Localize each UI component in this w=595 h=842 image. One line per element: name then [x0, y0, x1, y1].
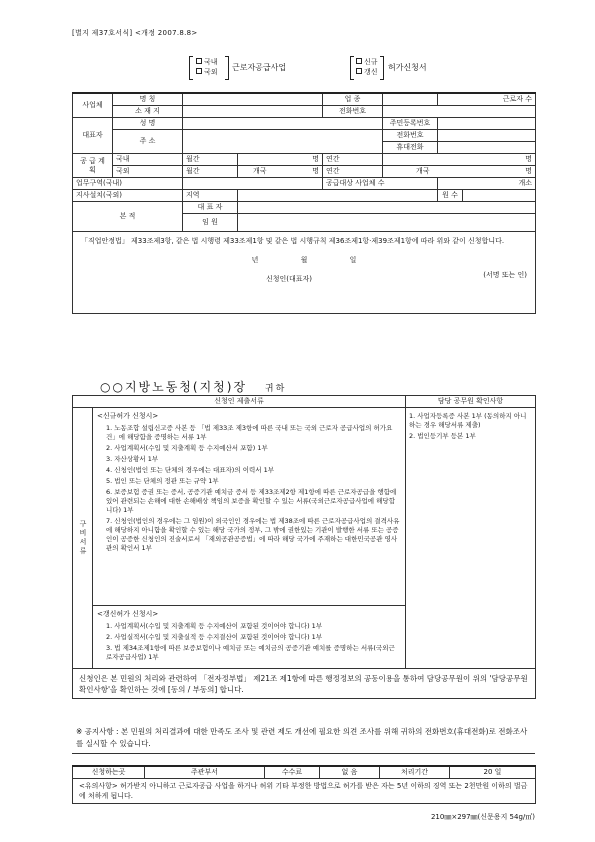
- official-header: 담당 공무원 확인사항: [406, 396, 536, 408]
- region-field[interactable]: [238, 190, 438, 202]
- countries-unit: 개국: [416, 167, 430, 175]
- biz-address-field[interactable]: [183, 106, 323, 118]
- office-suffix: 귀하: [264, 384, 287, 394]
- bracket: [225, 56, 229, 80]
- hq-staff-label: 임 원: [183, 214, 238, 232]
- new-docs-cell: [93, 408, 406, 606]
- option-new: 신규: [364, 58, 378, 66]
- documents-section: [72, 395, 535, 699]
- year-label: 년: [251, 256, 259, 264]
- place-label: 신청하는곳: [73, 766, 145, 779]
- rep-name-label: 성 명: [113, 118, 183, 130]
- paper-spec: 210㎜×297㎜(신문용지 54g/㎡): [430, 813, 535, 821]
- rep-phone-field[interactable]: [438, 130, 536, 142]
- applicant-line: [81, 271, 527, 284]
- statement-text: 「직업안정법」 제33조제3항, 같은 법 시행령 제33조제1항 및 같은 법 시행규칙 제36조제1항·제39조제1항에 따라 위와 같이 신청합니다.: [81, 237, 505, 245]
- hq-rep-field[interactable]: [238, 202, 536, 214]
- bracket: [189, 56, 193, 80]
- footer-section: [72, 765, 535, 804]
- option-renew: 갱신: [364, 68, 378, 76]
- plan-overseas-monthly-values: [238, 166, 323, 178]
- doc-item: 2. 사업실적서(수입 및 지출실적 등 수지결산이 포함된 것이어야 합니다) 1부: [106, 633, 323, 641]
- docs-header: 신청인 제출서류: [73, 396, 406, 408]
- documents-table: [72, 395, 536, 699]
- rep-mobile-field[interactable]: [438, 142, 536, 154]
- plan-overseas-label: 국외: [113, 166, 183, 178]
- doc-item: 1. 사업계획서(수입 및 지출계획 등 수지예산이 포함된 것이어야 합니다) 1부: [106, 622, 323, 630]
- countries-unit: 개국: [253, 167, 267, 175]
- statement-block: [73, 232, 536, 314]
- new-docs-title: <신규허가 신청시>: [97, 412, 159, 420]
- rep-address-field[interactable]: [183, 130, 383, 154]
- hq-label: 본 적: [73, 202, 183, 232]
- doc-item: 3. 법 제34조제1항에 따른 보증보험이나 예치금 또는 예치금의 공증기관 예치를 증명하는 서류(국외근로자공급사업) 1부: [106, 644, 395, 661]
- plan-overseas-monthly-label: 월간: [183, 166, 238, 178]
- workers-label: 근로자 수: [438, 93, 536, 106]
- rep-label: 대표자: [73, 118, 113, 154]
- office-name: ○○지방노동청(지청)장: [100, 380, 248, 394]
- checkbox-new[interactable]: [356, 58, 362, 64]
- industry-field[interactable]: [383, 93, 438, 106]
- form-title: [72, 44, 535, 91]
- plan-overseas-annual-values: [383, 166, 536, 178]
- plan-label: 공 급 계 획: [73, 154, 113, 178]
- plan-domestic-monthly-label: 월간: [183, 154, 238, 166]
- biz-address-label: 소 재 지: [113, 106, 183, 118]
- applicant-label: 신청인(대표자): [266, 275, 313, 283]
- new-docs-list: [97, 424, 401, 553]
- period-label: 처리기간: [380, 766, 450, 779]
- checkbox-domestic[interactable]: [196, 58, 202, 64]
- target-count-label: 공급대상 사업체 수: [323, 178, 438, 190]
- fee-label: 수수료: [265, 766, 320, 779]
- doc-item: 4. 신청인(법인 또는 단체의 경우에는 대표자)의 이력서 1부: [106, 466, 275, 474]
- bracket: [380, 56, 384, 80]
- notice-text: <유의사항> 허가받지 아니하고 근로자공급 사업을 하거나 허위 기타 부정한 방법으로 허가를 받은 자는 5년 이하의 징역 또는 2천만원 이하의 벌금에 처하게 됩니다.: [73, 779, 536, 804]
- place-value: 주관부서: [145, 766, 265, 779]
- rep-address-label: 주 소: [113, 130, 183, 154]
- biz-label: 사업체: [73, 93, 113, 118]
- option-overseas: 국외: [204, 68, 218, 76]
- bracket: [350, 56, 354, 80]
- checkbox-overseas[interactable]: [196, 68, 202, 74]
- applicant-table: [72, 92, 536, 314]
- doc-item: 2. 법인등기부 등본 1부: [409, 432, 476, 440]
- rep-mobile-label: 휴대전화: [383, 142, 438, 154]
- period-value: 20 일: [450, 766, 536, 779]
- doc-item: 5. 법인 또는 단체의 정관 또는 규약 1부: [106, 477, 219, 485]
- checkbox-renew[interactable]: [356, 68, 362, 74]
- footer-table: [72, 765, 536, 804]
- doc-item: 1. 사업자등록증 사본 1부 (동의하지 아니하는 경우 해당서류 제출): [409, 412, 527, 429]
- dept-field[interactable]: [183, 178, 323, 190]
- rrn-label: 주민등록번호: [383, 118, 438, 130]
- headcount-label: 원 수: [438, 190, 463, 202]
- month-label: 월: [300, 256, 308, 264]
- plan-domestic-annual-label: 연간: [323, 154, 383, 166]
- doc-item: 6. 보증보험 증권 또는 증서, 공증기관 예치금 증서 등 제33조제2항 제1항에 따른 근로자공급을 행함에 있어 관련되는 손해에 대한 손해배상 책임의 보증을 확인할 수 있는 서류(국외근로자공급사업에 해당합니다) 1부: [106, 488, 397, 514]
- renew-docs-cell: [93, 606, 406, 669]
- consent-text: 신청인은 본 민원의 처리와 관련하여 「전자정부법」 제21조 제1항에 따른 행정정보의 공동이용을 통하여 담당공무원이 위의 '담당공무원 확인사항'을 확인하는 것에 [동의 / 부동의] 합니다.: [73, 669, 536, 699]
- official-cell: [406, 408, 536, 669]
- biz-name-label: 명 칭: [113, 93, 183, 106]
- biz-phone-label: 전화번호: [323, 106, 383, 118]
- docs-side-label: 구비서류: [73, 408, 93, 669]
- official-list: [409, 412, 532, 441]
- survey-note: ※ 공지사항 : 본 민원의 처리결과에 대한 만족도 조사 및 관련 제도 개선에 필요한 의견 조사를 위해 귀하의 전화번호(휴대전화)로 전화조사를 실시할 수 있습니다.: [72, 722, 535, 754]
- headcount-field[interactable]: [463, 190, 536, 202]
- plan-domestic-annual-unit: 명: [383, 154, 536, 166]
- doc-item: 2. 사업계획서(수입 및 지출계획 등 수지예산서 포함) 1부: [106, 444, 268, 452]
- dept-label: 업무구역(국내): [73, 178, 183, 190]
- business-type: 근로자공급사업: [232, 63, 287, 72]
- date-line: [81, 256, 527, 265]
- hq-rep-label: 대 표 자: [183, 202, 238, 214]
- application-form: [72, 92, 535, 314]
- hq-staff-field[interactable]: [238, 214, 536, 232]
- option-domestic: 국내: [204, 58, 218, 66]
- biz-phone-field[interactable]: [383, 106, 536, 118]
- region-label: 지역: [183, 190, 238, 202]
- doc-item: 1. 노동조합 설립신고증 사본 등 「법 제33조 제3항에 따른 국내 또는 국외 근로자 공급사업의 허가요건」에 해당함을 증명하는 서류 1부: [106, 424, 393, 441]
- rep-name-field[interactable]: [183, 118, 383, 130]
- signature-label: (서명 또는 인): [483, 271, 527, 279]
- addressee: [100, 378, 286, 395]
- plan-domestic-label: 국내: [113, 154, 183, 166]
- rrn-field[interactable]: [438, 118, 536, 130]
- persons-unit: 명: [525, 167, 532, 175]
- doc-item: 7. 신청인(법인의 경우에는 그 임원)이 외국인인 경우에는 법 제38조에 따른 근로자공급사업의 결격사유에 해당하지 아니함을 확인할 수 있는 해당 국가의 정부, 그 밖에 권한있는 기관이 발행한 서류 또는 공증인이 공증한 신청인의 진술서로서 「재외공관공증법」에 따라 해당 국가에 주재하는 대한민국공관 영사관의 확인서 1부: [106, 517, 400, 552]
- plan-domestic-monthly-unit: 명: [238, 154, 323, 166]
- industry-label: 업 종: [323, 93, 383, 106]
- form-number: [별지 제37호서식] <개정 2007.8.8>: [72, 29, 198, 37]
- day-label: 일: [349, 256, 357, 264]
- persons-unit: 명: [312, 167, 319, 175]
- renew-docs-list: [97, 622, 401, 662]
- rep-phone-label: 전화번호: [383, 130, 438, 142]
- count-unit: 개소: [438, 178, 536, 190]
- application-label: 허가신청서: [388, 63, 427, 72]
- plan-overseas-annual-label: 연간: [323, 166, 383, 178]
- fee-value: 없 음: [320, 766, 380, 779]
- biz-name-field[interactable]: [183, 93, 323, 106]
- doc-item: 3. 자산상황서 1부: [106, 455, 159, 463]
- renew-docs-title: <갱신허가 신청시>: [97, 610, 159, 618]
- branch-label: 지사설치(국외): [73, 190, 183, 202]
